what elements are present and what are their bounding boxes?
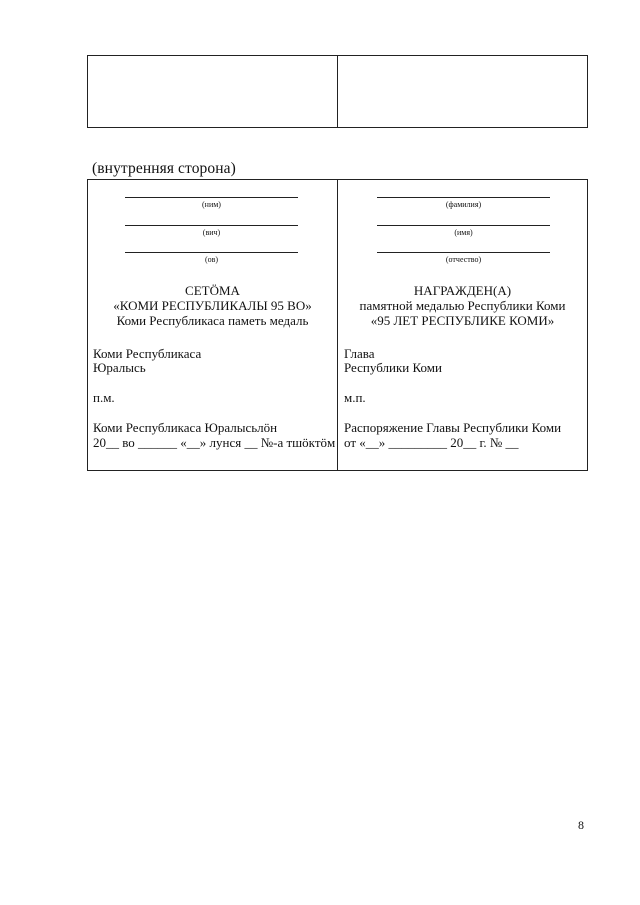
right-field-label-2: (имя) bbox=[454, 228, 473, 237]
left-title-2: «КОМИ РЕСПУБЛИКАЛЫ 95 ВО» bbox=[113, 298, 312, 313]
page-number: 8 bbox=[578, 818, 584, 832]
left-order-2: 20__ во ______ «__» лунся __ №-а тшöктöм bbox=[93, 435, 336, 450]
left-signer-1: Коми Республикаса bbox=[93, 346, 202, 361]
left-fill-line-2 bbox=[125, 225, 298, 226]
right-title-1: НАГРАЖДЕН(А) bbox=[413, 283, 512, 298]
right-signer-1: Глава bbox=[344, 346, 375, 361]
outer-side-divider bbox=[337, 56, 338, 127]
right-order-2: от «__» _________ 20__ г. № __ bbox=[344, 435, 519, 450]
right-title-2: памятной медалью Республики Коми bbox=[359, 298, 566, 313]
right-field-label-3: (отчество) bbox=[445, 255, 482, 264]
left-seal: п.м. bbox=[93, 390, 115, 405]
right-signer-2: Республики Коми bbox=[344, 360, 442, 375]
right-fill-line-3 bbox=[377, 252, 550, 253]
left-signer-2: Юралысь bbox=[93, 360, 146, 375]
right-title-3: «95 ЛЕТ РЕСПУБЛИКЕ КОМИ» bbox=[370, 313, 555, 328]
left-order-1: Коми Республикаса Юралысьлöн bbox=[93, 420, 278, 435]
right-fill-line-2 bbox=[377, 225, 550, 226]
left-title-1: СЕТÖМА bbox=[185, 283, 240, 298]
certificate-inner-side bbox=[87, 179, 588, 471]
right-fill-line-1 bbox=[377, 197, 550, 198]
right-order-1: Распоряжение Главы Республики Коми bbox=[344, 420, 562, 435]
inner-side-caption: (внутренняя сторона) bbox=[92, 160, 236, 177]
left-fill-line-3 bbox=[125, 252, 298, 253]
left-title-3: Коми Республикаса паметь медаль bbox=[116, 313, 309, 328]
left-field-label-1: (ним) bbox=[202, 200, 221, 209]
right-field-label-1: (фамилия) bbox=[445, 200, 482, 209]
left-fill-line-1 bbox=[125, 197, 298, 198]
outer-side-box bbox=[87, 55, 588, 128]
right-seal: м.п. bbox=[344, 390, 366, 405]
left-field-label-2: (вич) bbox=[202, 228, 221, 237]
left-field-label-3: (ов) bbox=[204, 255, 219, 264]
